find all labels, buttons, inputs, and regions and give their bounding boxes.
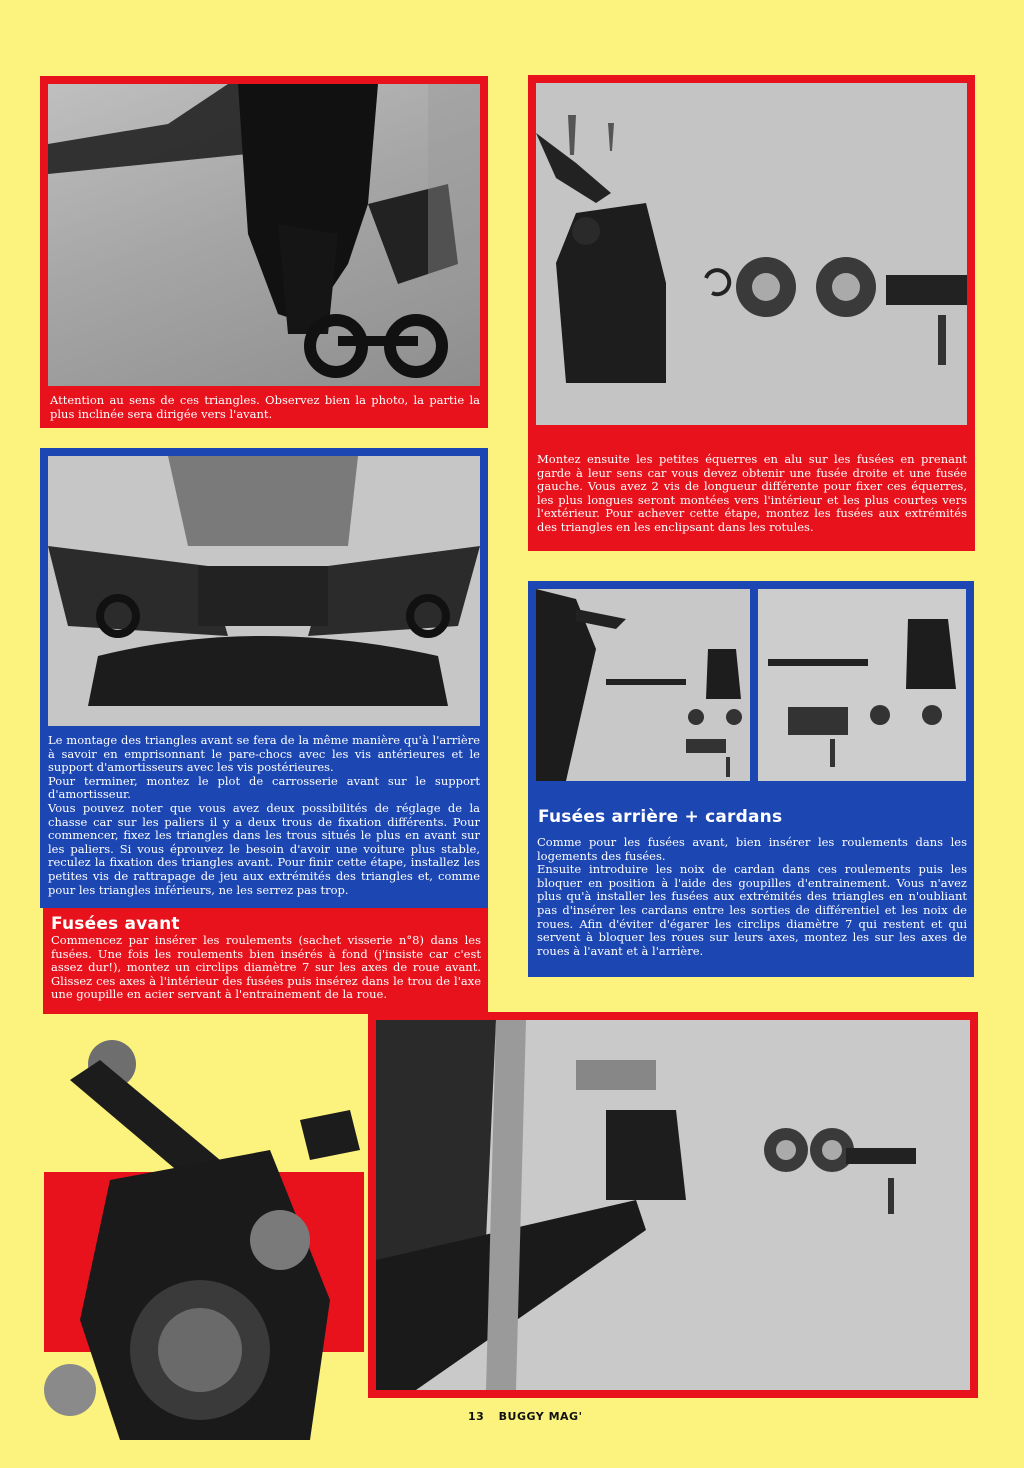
bottom-assembly-illustration	[376, 1020, 970, 1390]
fusees-arriere-panel	[528, 581, 974, 977]
front-triangles-caption: Le montage des triangles avant se fera de la même manière qu'à l'arrière à savoir en emprisonnant le pare-chocs avec les vis antérieures et le support d'amortisseurs avec les vis postérieures. Pour terminer, montez le plot de carrosserie avant sur le support d'amortisseur. Vous pouvez noter que vous avez deux possibilités de réglage de la chasse car sur les paliers il y a deux trous de fixation différents. Pour commencer, fixez les triangles dans les trous situés le plus en avant sur les paliers. Si vous éprouvez le besoin d'avoir une voiture plus stable, reculez la fixation des triangles avant. Pour finir cette étape, installez les petites vis de rattrapage de jeu aux extrémités des triangles et, comme pour les triangles inférieurs, ne les serrez pas trop.	[48, 733, 480, 897]
fusees-arriere-text: Comme pour les fusées avant, bien insérer les roulements dans les logements des fusées. Ensuite introduire les noix de cardan dans ces roulements puis les bloquer en position à l'aide des goupilles d'entrainement. Vous n'avez plus qu'à installer les fusées aux extrémités des triangles en n'oubliant pas d'insérer les cardans entre les sorties de différentiel et les noix de roues. Afin d'éviter d'égarer les circlips diamètre 7 qui restent et qui servent à bloquer les roues sur leurs axes, montez les sur les axes de roues à l'avant et à l'arrière.	[537, 835, 967, 958]
rear-triangles-photo	[48, 84, 480, 386]
knuckle-closeup-illustration	[40, 1040, 370, 1440]
rear-triangles-illustration	[48, 84, 480, 386]
front-triangles-panel	[40, 448, 488, 908]
fusees-arriere-left-illustration	[536, 589, 750, 781]
fusees-avant-text: Commencez par insérer les roulements (sachet visserie n°8) dans les fusées. Une fois les roulements bien insérés à fond (j'insiste car c'est assez dur!), montez un circlips diamètre 7 sur les axes de roue avant. Glissez ces axes à l'intérieur des fusées puis insérez dans le trou de l'axe une goupille en acier servant à l'entrainement de la roue.	[51, 933, 481, 1002]
page-footer	[468, 1410, 582, 1423]
equerres-panel	[528, 75, 975, 551]
knuckle-closeup	[40, 1040, 370, 1440]
bottom-assembly-photo	[376, 1020, 970, 1390]
equerres-photo	[536, 83, 967, 425]
magazine-name: BUGGY MAG'	[498, 1410, 583, 1423]
equerres-illustration	[536, 83, 967, 425]
page-number: 13	[468, 1410, 485, 1423]
fusees-avant-panel	[43, 908, 488, 1014]
fusees-arriere-right-illustration	[758, 589, 966, 781]
front-triangles-photo	[48, 456, 480, 726]
fusees-arriere-photo-right	[758, 589, 966, 781]
equerres-caption: Montez ensuite les petites équerres en alu sur les fusées en prenant garde à leur sens car vous devez obtenir une fusée droite et une fusée gauche. Vous avez 2 vis de longueur différente pour fixer ces équerres, les plus longues seront montées vers l'intérieur et les plus courtes vers l'extérieur. Pour achever cette étape, montez les fusées aux extrémités des triangles en les enclipsant dans les rotules.	[537, 452, 967, 534]
fusees-arriere-title: Fusées arrière + cardans	[538, 807, 783, 827]
rear-triangles-caption: Attention au sens de ces triangles. Observez bien la photo, la partie la plus inclinée sera dirigée vers l'avant.	[50, 393, 480, 421]
fusees-arriere-photo-left	[536, 589, 750, 781]
bottom-photo-panel	[368, 1012, 978, 1398]
rear-triangles-panel	[40, 76, 488, 428]
front-triangles-illustration	[48, 456, 480, 726]
fusees-avant-title: Fusées avant	[51, 914, 180, 934]
